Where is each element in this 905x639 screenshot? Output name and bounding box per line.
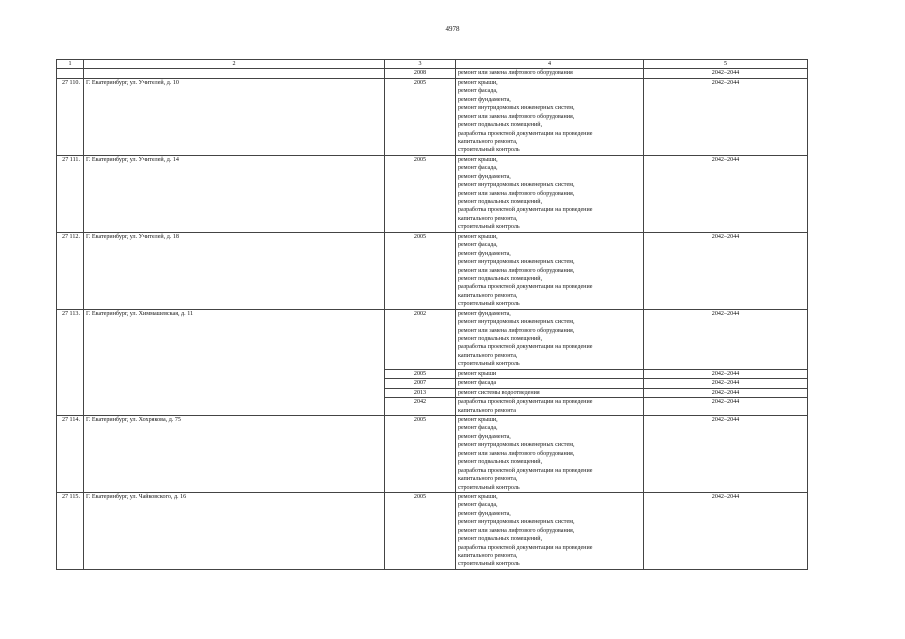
year-cell: 2008 [385,69,456,78]
year-cell: 2005 [385,232,456,309]
address-cell: Г. Екатеринбург, ул. Химмашевская, д. 11 [84,309,385,415]
work-line: ремонт внутридомовых инженерных систем, [458,319,575,326]
work-line: ремонт крыши, [458,233,498,240]
work-line: ремонт подвальных помещений, [458,275,543,282]
table-row [57,69,808,78]
work-line: ремонт крыши, [458,417,498,424]
work-line: строительный контроль [458,361,520,368]
work-line: разработка проектной документации на проведение [458,399,593,406]
work-line: ремонт подвальных помещений, [458,199,543,206]
table-row [57,78,808,155]
table-row [57,416,808,493]
work-line: капитального ремонта [458,407,516,414]
period-cell: 2042–2044 [644,232,808,309]
work-line: ремонт внутридомовых инженерных систем, [458,519,575,526]
work-line: капитального ремонта, [458,352,518,359]
work-line: ремонт или замена лифтового оборудования, [458,190,575,197]
work-line: ремонт фундамента, [458,173,511,180]
header-cell-4: 4 [456,60,644,69]
year-cell: 2007 [385,379,456,388]
work-line: строительный контроль [458,147,520,154]
number-cell: 27 115. [57,492,84,569]
year-cell: 2005 [385,369,456,378]
address-cell: Г. Екатеринбург, ул. Хохрякова, д. 75 [84,416,385,493]
work-line: ремонт фундамента, [458,250,511,257]
address-cell: Г. Екатеринбург, ул. Учителей, д. 18 [84,232,385,309]
work-line: ремонт фундамента, [458,433,511,440]
work-line: ремонт крыши, [458,79,498,86]
work-line: строительный контроль [458,484,520,491]
page-number: 4978 [445,25,460,33]
work-line: ремонт фасада, [458,88,498,95]
number-cell: 27 114. [57,416,84,493]
work-line: ремонт фасада, [458,242,498,249]
work-line: разработка проектной документации на проведение [458,284,593,291]
work-cell [456,388,644,397]
year-cell: 2002 [385,309,456,369]
period-cell: 2042–2044 [644,388,808,397]
work-line: строительный контроль [458,561,520,568]
work-cell [456,155,644,232]
period-cell: 2042–2044 [644,379,808,388]
work-line: ремонт внутридомовых инженерных систем, [458,442,575,449]
work-line: ремонт или замена лифтового оборудования, [458,113,575,120]
year-cell: 2005 [385,416,456,493]
work-line: ремонт крыши, [458,493,498,500]
work-line: ремонт фундамента, [458,510,511,517]
table-row [57,309,808,369]
number-cell: 27 111. [57,155,84,232]
work-line: разработка проектной документации на проведение [458,344,593,351]
year-cell: 2005 [385,492,456,569]
work-line: капитального ремонта, [458,138,518,145]
period-cell: 2042–2044 [644,155,808,232]
work-line: ремонт фасада, [458,425,498,432]
work-line: ремонт системы водоотведения [458,389,540,396]
work-line: ремонт фасада, [458,502,498,509]
address-cell: Г. Екатеринбург, ул. Учителей, д. 14 [84,155,385,232]
repair-schedule-table [56,59,808,570]
work-line: разработка проектной документации на проведение [458,130,593,137]
work-line: разработка проектной документации на проведение [458,544,593,551]
year-cell: 2005 [385,155,456,232]
work-line: ремонт подвальных помещений, [458,459,543,466]
period-cell: 2042–2044 [644,369,808,378]
address-cell: Г. Екатеринбург, ул. Учителей, д. 10 [84,78,385,155]
work-line: капитального ремонта, [458,292,518,299]
work-line: ремонт фундамента, [458,96,511,103]
year-cell: 2005 [385,78,456,155]
work-cell [456,416,644,493]
work-cell [456,309,644,369]
work-line: строительный контроль [458,301,520,308]
header-cell-5: 5 [644,60,808,69]
work-line: ремонт или замена лифтового оборудования, [458,527,575,534]
table-row [57,232,808,309]
number-cell: 27 112. [57,232,84,309]
period-cell: 2042–2044 [644,69,808,78]
header-cell-1: 1 [57,60,84,69]
work-line: ремонт внутридомовых инженерных систем, [458,105,575,112]
work-cell [456,232,644,309]
number-cell [57,69,84,78]
period-cell: 2042–2044 [644,78,808,155]
work-line: ремонт внутридомовых инженерных систем, [458,182,575,189]
work-line: ремонт фасада [458,380,497,387]
work-line: ремонт крыши [458,370,497,377]
work-cell: ремонт или замена лифтового оборудования [456,69,644,78]
work-cell [456,369,644,378]
work-cell [456,379,644,388]
work-line: разработка проектной документации на проведение [458,207,593,214]
work-line: строительный контроль [458,224,520,231]
work-line: ремонт подвальных помещений, [458,536,543,543]
header-row [57,60,808,69]
address-cell: Г. Екатеринбург, ул. Чайковского, д. 16 [84,492,385,569]
work-line: разработка проектной документации на проведение [458,467,593,474]
work-line: ремонт или замена лифтового оборудования, [458,327,575,334]
period-cell: 2042–2044 [644,492,808,569]
work-line: капитального ремонта, [458,215,518,222]
work-line: ремонт или замена лифтового оборудования, [458,450,575,457]
work-line: ремонт или замена лифтового оборудования, [458,267,575,274]
work-line: ремонт крыши, [458,156,498,163]
period-cell: 2042–2044 [644,398,808,416]
work-line: ремонт внутридомовых инженерных систем, [458,259,575,266]
number-cell: 27 110. [57,78,84,155]
period-cell: 2042–2044 [644,416,808,493]
table-row [57,492,808,569]
work-cell [456,78,644,155]
work-cell [456,398,644,416]
work-line: ремонт подвальных помещений, [458,336,543,343]
work-line: капитального ремонта, [458,476,518,483]
year-cell: 2042 [385,398,456,416]
number-cell: 27 113. [57,309,84,415]
work-line: ремонт фундамента, [458,310,511,317]
work-line: ремонт фасада, [458,165,498,172]
table-row [57,155,808,232]
work-line: ремонт подвальных помещений, [458,122,543,129]
work-line: капитального ремонта, [458,553,518,560]
work-cell [456,492,644,569]
year-cell: 2013 [385,388,456,397]
header-cell-2: 2 [84,60,385,69]
period-cell: 2042–2044 [644,309,808,369]
address-cell [84,69,385,78]
header-cell-3: 3 [385,60,456,69]
